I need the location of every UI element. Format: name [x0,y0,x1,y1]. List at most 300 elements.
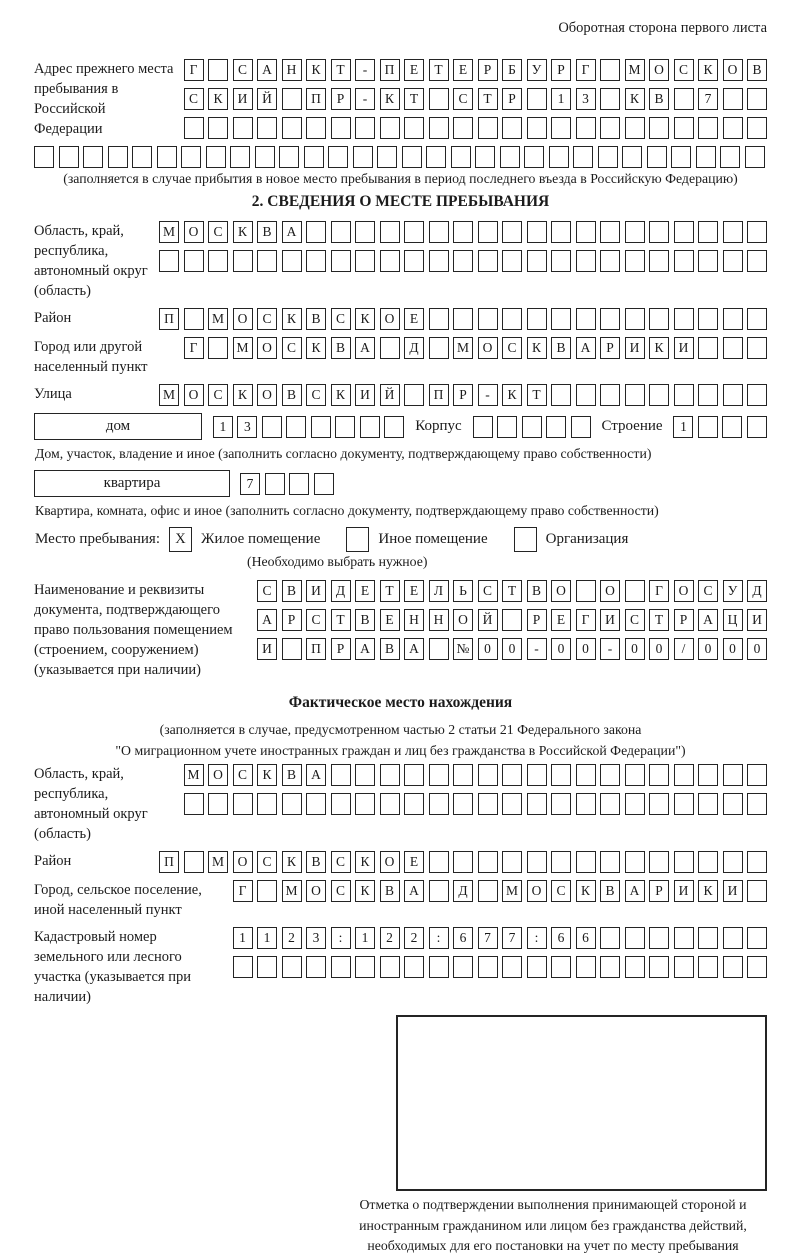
form-cell[interactable]: П [380,59,400,81]
form-cell[interactable]: А [257,59,277,81]
form-cell[interactable] [311,416,331,438]
form-cell[interactable] [453,117,473,139]
form-cell[interactable] [380,117,400,139]
form-cell[interactable]: Е [404,851,424,873]
form-cell[interactable] [282,250,302,272]
form-cell[interactable]: Р [453,384,473,406]
form-cell[interactable]: Й [380,384,400,406]
form-cell[interactable] [698,384,718,406]
form-cell[interactable]: О [453,609,473,631]
form-cell[interactable]: Г [184,337,204,359]
form-cell[interactable] [108,146,128,168]
form-cell[interactable] [473,416,493,438]
form-cell[interactable]: Д [453,880,473,902]
form-cell[interactable]: О [478,337,498,359]
form-cell[interactable]: Р [331,88,351,110]
form-cell[interactable] [698,250,718,272]
form-cell[interactable] [647,146,667,168]
form-cell[interactable]: Й [257,88,277,110]
form-cell[interactable]: 7 [240,473,260,495]
form-cell[interactable] [723,956,743,978]
form-cell[interactable]: И [747,609,767,631]
form-cell[interactable]: С [184,88,204,110]
form-cell[interactable]: К [576,880,596,902]
form-cell[interactable] [527,221,547,243]
form-cell[interactable]: 2 [380,927,400,949]
form-cell[interactable] [571,416,591,438]
form-cell[interactable]: С [282,337,302,359]
form-cell[interactable] [159,250,179,272]
form-cell[interactable]: Т [331,609,351,631]
form-cell[interactable] [747,851,767,873]
form-cell[interactable] [453,764,473,786]
form-cell[interactable] [453,250,473,272]
form-cell[interactable]: С [257,580,277,602]
form-cell[interactable] [649,851,669,873]
form-cell[interactable] [625,956,645,978]
form-cell[interactable] [132,146,152,168]
form-cell[interactable]: С [331,851,351,873]
form-cell[interactable]: С [625,609,645,631]
form-cell[interactable]: 1 [355,927,375,949]
form-cell[interactable] [380,793,400,815]
form-cell[interactable]: В [306,308,326,330]
form-cell[interactable] [698,416,718,438]
form-cell[interactable]: А [355,337,375,359]
form-cell[interactable]: 1 [551,88,571,110]
form-cell[interactable] [576,250,596,272]
form-cell[interactable] [674,308,694,330]
form-cell[interactable]: С [331,880,351,902]
form-cell[interactable]: А [404,880,424,902]
form-cell[interactable]: Р [527,609,547,631]
form-cell[interactable] [546,416,566,438]
form-cell[interactable]: Н [429,609,449,631]
form-cell[interactable] [208,793,228,815]
form-cell[interactable]: О [233,308,253,330]
form-cell[interactable] [426,146,446,168]
form-cell[interactable] [649,308,669,330]
form-cell[interactable]: К [306,59,326,81]
form-cell[interactable] [453,851,473,873]
form-cell[interactable]: П [159,851,179,873]
form-cell[interactable]: Т [404,88,424,110]
form-cell[interactable]: В [551,337,571,359]
form-cell[interactable] [674,764,694,786]
form-cell[interactable]: Р [478,59,498,81]
form-cell[interactable]: / [674,638,694,660]
form-cell[interactable]: В [257,221,277,243]
form-cell[interactable] [404,384,424,406]
form-cell[interactable] [404,764,424,786]
form-cell[interactable] [257,880,277,902]
form-cell[interactable] [600,793,620,815]
form-cell[interactable]: М [159,221,179,243]
form-cell[interactable]: М [625,59,645,81]
form-cell[interactable]: Р [674,609,694,631]
form-cell[interactable]: - [600,638,620,660]
form-cell[interactable] [206,146,226,168]
form-cell[interactable] [698,956,718,978]
form-cell[interactable] [625,793,645,815]
form-cell[interactable]: С [502,337,522,359]
form-cell[interactable]: М [208,851,228,873]
form-cell[interactable] [551,308,571,330]
form-cell[interactable] [257,956,277,978]
form-cell[interactable] [502,956,522,978]
form-cell[interactable] [600,250,620,272]
form-cell[interactable]: М [453,337,473,359]
form-cell[interactable] [747,117,767,139]
form-cell[interactable]: К [208,88,228,110]
form-cell[interactable]: С [551,880,571,902]
form-cell[interactable] [355,956,375,978]
form-cell[interactable] [723,117,743,139]
form-cell[interactable]: Е [404,59,424,81]
form-cell[interactable] [747,250,767,272]
form-cell[interactable] [502,221,522,243]
form-cell[interactable]: - [478,384,498,406]
form-cell[interactable]: С [257,851,277,873]
form-cell[interactable] [453,793,473,815]
form-cell[interactable]: 0 [502,638,522,660]
form-cell[interactable]: Р [282,609,302,631]
form-cell[interactable] [478,764,498,786]
form-cell[interactable]: Й [478,609,498,631]
form-cell[interactable] [262,416,282,438]
form-cell[interactable]: А [625,880,645,902]
form-cell[interactable]: С [208,384,228,406]
form-cell[interactable]: 1 [213,416,233,438]
form-cell[interactable]: Р [649,880,669,902]
form-cell[interactable] [649,793,669,815]
form-cell[interactable] [698,308,718,330]
form-cell[interactable]: О [551,580,571,602]
form-cell[interactable]: П [306,638,326,660]
form-cell[interactable]: 0 [723,638,743,660]
form-cell[interactable] [576,221,596,243]
form-cell[interactable]: Т [331,59,351,81]
form-cell[interactable] [622,146,642,168]
form-cell[interactable] [331,764,351,786]
form-cell[interactable] [502,308,522,330]
form-cell[interactable] [674,384,694,406]
form-cell[interactable] [598,146,618,168]
form-cell[interactable]: О [600,580,620,602]
form-cell[interactable] [600,384,620,406]
form-cell[interactable]: 2 [404,927,424,949]
form-cell[interactable] [380,337,400,359]
form-cell[interactable] [600,221,620,243]
form-cell[interactable] [551,250,571,272]
form-cell[interactable]: 7 [698,88,718,110]
form-cell[interactable] [551,221,571,243]
form-cell[interactable]: Т [478,88,498,110]
form-cell[interactable] [551,793,571,815]
form-cell[interactable] [723,88,743,110]
form-cell[interactable]: А [576,337,596,359]
form-cell[interactable]: В [282,384,302,406]
form-cell[interactable] [625,764,645,786]
form-cell[interactable]: Ь [453,580,473,602]
form-cell[interactable]: М [233,337,253,359]
form-cell[interactable] [233,956,253,978]
form-cell[interactable]: П [306,88,326,110]
form-cell[interactable] [649,384,669,406]
form-cell[interactable] [314,473,334,495]
form-cell[interactable] [279,146,299,168]
form-cell[interactable]: М [502,880,522,902]
form-cell[interactable] [747,793,767,815]
form-cell[interactable]: 0 [478,638,498,660]
form-cell[interactable] [747,384,767,406]
form-cell[interactable]: 7 [478,927,498,949]
form-cell[interactable]: 3 [306,927,326,949]
form-cell[interactable]: : [331,927,351,949]
form-cell[interactable]: 0 [551,638,571,660]
form-cell[interactable] [331,793,351,815]
form-cell[interactable] [576,580,596,602]
form-cell[interactable] [600,764,620,786]
form-cell[interactable] [429,88,449,110]
form-cell[interactable]: 3 [237,416,257,438]
form-cell[interactable]: Н [404,609,424,631]
form-cell[interactable] [600,956,620,978]
form-cell[interactable] [453,308,473,330]
form-cell[interactable] [696,146,716,168]
form-cell[interactable]: К [306,337,326,359]
form-cell[interactable]: В [282,580,302,602]
form-cell[interactable] [208,59,228,81]
form-cell[interactable] [649,927,669,949]
form-cell[interactable] [600,59,620,81]
form-cell[interactable]: В [282,764,302,786]
form-cell[interactable] [625,851,645,873]
form-cell[interactable] [576,117,596,139]
stay-type-checkbox-org[interactable] [514,527,537,552]
form-cell[interactable] [747,308,767,330]
form-cell[interactable]: - [355,88,375,110]
form-cell[interactable]: 2 [282,927,302,949]
form-cell[interactable]: 7 [502,927,522,949]
form-cell[interactable]: К [527,337,547,359]
form-cell[interactable] [384,416,404,438]
form-cell[interactable]: О [257,384,277,406]
form-cell[interactable] [723,793,743,815]
form-cell[interactable] [380,956,400,978]
form-cell[interactable]: : [429,927,449,949]
form-cell[interactable] [286,416,306,438]
form-cell[interactable]: И [306,580,326,602]
form-cell[interactable] [674,956,694,978]
form-cell[interactable]: В [306,851,326,873]
form-cell[interactable] [306,956,326,978]
form-cell[interactable]: В [649,88,669,110]
form-cell[interactable] [380,250,400,272]
form-cell[interactable]: - [527,638,547,660]
form-cell[interactable]: А [282,221,302,243]
form-cell[interactable] [257,793,277,815]
form-cell[interactable]: С [478,580,498,602]
form-cell[interactable] [698,793,718,815]
form-cell[interactable] [404,956,424,978]
form-cell[interactable] [429,956,449,978]
form-cell[interactable] [576,851,596,873]
form-cell[interactable] [184,851,204,873]
form-cell[interactable] [233,793,253,815]
form-cell[interactable] [674,927,694,949]
form-cell[interactable] [331,250,351,272]
form-cell[interactable] [551,384,571,406]
form-cell[interactable]: А [306,764,326,786]
form-cell[interactable] [674,221,694,243]
form-cell[interactable] [549,146,569,168]
form-cell[interactable]: К [233,384,253,406]
form-cell[interactable] [429,250,449,272]
form-cell[interactable] [723,337,743,359]
form-cell[interactable]: О [306,880,326,902]
form-cell[interactable] [208,250,228,272]
form-cell[interactable]: Е [453,59,473,81]
form-cell[interactable] [625,384,645,406]
form-cell[interactable] [335,416,355,438]
form-cell[interactable] [282,956,302,978]
form-cell[interactable] [233,117,253,139]
stay-type-checkbox-zhiloe[interactable]: X [169,527,192,552]
form-cell[interactable]: Г [649,580,669,602]
form-cell[interactable]: Д [747,580,767,602]
form-cell[interactable]: М [184,764,204,786]
form-cell[interactable] [723,384,743,406]
form-cell[interactable]: С [306,609,326,631]
form-cell[interactable]: К [355,851,375,873]
form-cell[interactable] [184,308,204,330]
form-cell[interactable]: 6 [453,927,473,949]
form-cell[interactable] [355,117,375,139]
form-cell[interactable]: К [502,384,522,406]
form-cell[interactable]: О [233,851,253,873]
form-cell[interactable] [649,221,669,243]
form-cell[interactable] [478,956,498,978]
form-cell[interactable] [478,880,498,902]
form-cell[interactable] [404,221,424,243]
form-cell[interactable] [576,793,596,815]
form-cell[interactable] [380,221,400,243]
form-cell[interactable]: 1 [673,416,693,438]
form-cell[interactable] [230,146,250,168]
form-cell[interactable]: С [453,88,473,110]
form-cell[interactable] [698,117,718,139]
form-cell[interactable] [600,851,620,873]
form-cell[interactable]: 0 [698,638,718,660]
form-cell[interactable]: Г [576,59,596,81]
form-cell[interactable] [404,250,424,272]
form-cell[interactable] [698,221,718,243]
form-cell[interactable]: К [649,337,669,359]
form-cell[interactable] [600,88,620,110]
form-cell[interactable] [723,927,743,949]
form-cell[interactable] [502,250,522,272]
form-cell[interactable] [429,308,449,330]
form-cell[interactable]: К [233,221,253,243]
form-cell[interactable] [674,851,694,873]
form-cell[interactable] [720,146,740,168]
form-cell[interactable] [625,250,645,272]
form-cell[interactable]: 0 [625,638,645,660]
form-cell[interactable]: М [282,880,302,902]
form-cell[interactable] [576,308,596,330]
form-cell[interactable] [404,793,424,815]
form-cell[interactable]: К [698,880,718,902]
form-cell[interactable] [723,308,743,330]
form-cell[interactable] [527,851,547,873]
form-cell[interactable]: Е [551,609,571,631]
form-cell[interactable] [184,117,204,139]
form-cell[interactable] [265,473,285,495]
form-cell[interactable]: В [380,638,400,660]
form-cell[interactable] [429,851,449,873]
form-cell[interactable]: И [355,384,375,406]
form-cell[interactable] [478,851,498,873]
form-cell[interactable]: 0 [747,638,767,660]
form-cell[interactable] [502,117,522,139]
form-cell[interactable] [282,117,302,139]
form-cell[interactable] [478,117,498,139]
form-cell[interactable]: В [380,880,400,902]
form-cell[interactable] [380,764,400,786]
form-cell[interactable] [527,793,547,815]
form-cell[interactable]: Н [282,59,302,81]
form-cell[interactable]: С [233,764,253,786]
form-cell[interactable] [500,146,520,168]
form-cell[interactable]: Е [404,308,424,330]
form-cell[interactable] [600,927,620,949]
form-cell[interactable] [331,221,351,243]
form-cell[interactable] [723,764,743,786]
form-cell[interactable] [478,308,498,330]
form-cell[interactable] [698,764,718,786]
form-cell[interactable]: Р [551,59,571,81]
form-cell[interactable] [576,384,596,406]
form-cell[interactable] [429,638,449,660]
form-cell[interactable]: 6 [576,927,596,949]
form-cell[interactable] [723,221,743,243]
form-cell[interactable]: И [600,609,620,631]
form-cell[interactable]: И [257,638,277,660]
form-cell[interactable] [527,250,547,272]
form-cell[interactable] [404,117,424,139]
form-cell[interactable] [747,880,767,902]
form-cell[interactable] [747,927,767,949]
form-cell[interactable]: П [429,384,449,406]
form-cell[interactable] [527,308,547,330]
form-cell[interactable]: П [159,308,179,330]
form-cell[interactable]: В [355,609,375,631]
form-cell[interactable]: К [698,59,718,81]
form-cell[interactable]: Т [527,384,547,406]
form-cell[interactable]: М [208,308,228,330]
form-cell[interactable]: : [527,927,547,949]
form-cell[interactable] [502,793,522,815]
form-cell[interactable] [331,956,351,978]
form-cell[interactable] [402,146,422,168]
form-cell[interactable]: У [723,580,743,602]
form-cell[interactable] [282,88,302,110]
form-cell[interactable]: Д [331,580,351,602]
stay-type-checkbox-inoe[interactable] [346,527,369,552]
form-cell[interactable] [377,146,397,168]
form-cell[interactable]: О [649,59,669,81]
